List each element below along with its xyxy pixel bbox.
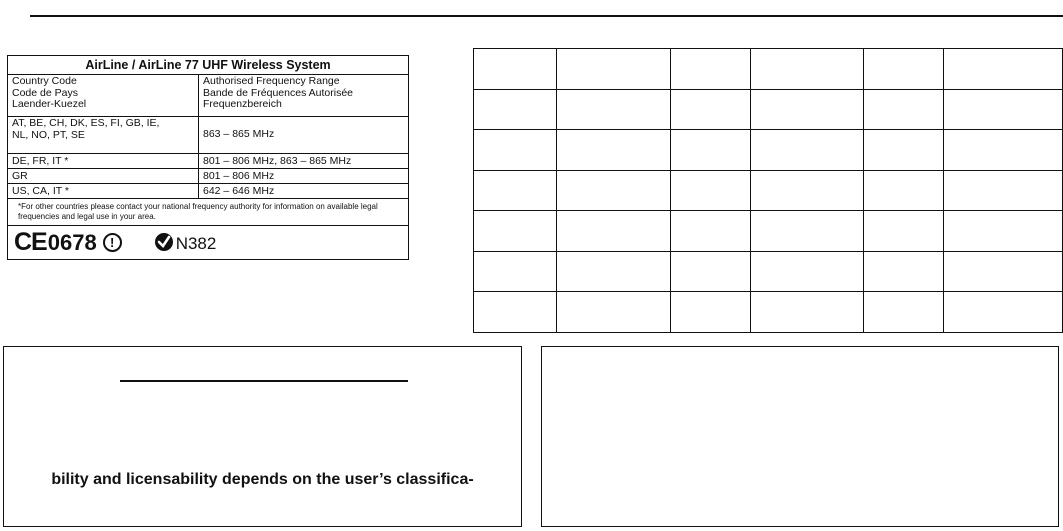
grid-cell: [670, 211, 750, 252]
grid-cell: [474, 49, 557, 90]
grid-cell: [944, 211, 1063, 252]
country-code-label-en: Country Code: [12, 75, 77, 87]
frequency-range-label-fr: Bande de Fréquences Autorisée: [203, 86, 354, 99]
grid-cell: [670, 49, 750, 90]
country-code-label-fr: Code de Pays: [12, 86, 78, 99]
grid-cell: [670, 89, 750, 130]
grid-cell: [556, 49, 670, 90]
grid-row: [474, 251, 1063, 292]
grid-cell: [750, 130, 864, 171]
grid-cell: [750, 89, 864, 130]
grid-cell: [750, 49, 864, 90]
table-row: [8, 169, 408, 184]
grid-cell: [864, 292, 944, 333]
grid-row: [474, 211, 1063, 252]
table-row: [8, 117, 408, 154]
grid-cell: [864, 211, 944, 252]
grid-cell: [750, 292, 864, 333]
grid-cell: [670, 130, 750, 171]
grid-cell: [556, 89, 670, 130]
grid-row: [474, 130, 1063, 171]
notice-text-line: bility and licensability depends on the user’s classifica-: [51, 471, 474, 488]
c-tick-code: N382: [175, 234, 217, 254]
grid-cell: [944, 49, 1063, 90]
country-code-header: [8, 75, 199, 116]
empty-grid-table: [473, 48, 1063, 333]
country-list: DE, FR, IT *: [8, 154, 199, 168]
grid-cell: [864, 170, 944, 211]
country-list: GR: [8, 169, 199, 183]
grid-cell: [750, 170, 864, 211]
grid-cell: [556, 292, 670, 333]
alert-circle-icon: !: [103, 233, 122, 252]
frequency-range: 801 – 806 MHz, 863 – 865 MHz: [203, 155, 352, 167]
grid-cell: [556, 251, 670, 292]
frequency-range-label-en: Authorised Frequency Range: [203, 75, 340, 87]
ce-mark: CE: [14, 227, 47, 256]
notice-box-right: [541, 346, 1059, 527]
country-list-line: NL, NO, PT, SE: [12, 128, 85, 141]
grid-cell: [944, 292, 1063, 333]
grid-cell: [556, 170, 670, 211]
table-row: [8, 154, 408, 169]
notice-box-left: [3, 346, 522, 527]
grid-cell: [864, 49, 944, 90]
footnote: *For other countries please contact your national frequency authority for information on available legal frequencies and legal use in your area.: [8, 199, 408, 226]
grid-cell: [750, 211, 864, 252]
grid-cell: [556, 211, 670, 252]
frequency-range: 642 – 646 MHz: [203, 185, 275, 197]
frequency-range-header: [199, 75, 408, 116]
grid-cell: [474, 89, 557, 130]
table-row: [8, 184, 408, 199]
grid-row: [474, 89, 1063, 130]
grid-cell: [474, 130, 557, 171]
grid-cell: [474, 170, 557, 211]
c-tick-icon: [154, 232, 174, 252]
grid-cell: [944, 170, 1063, 211]
grid-cell: [670, 292, 750, 333]
frequency-table-header: [8, 75, 408, 117]
grid-cell: [474, 251, 557, 292]
certification-marks: [8, 226, 408, 259]
heading-underline: [120, 380, 408, 382]
grid-cell: [864, 89, 944, 130]
country-code-label-de: Laender-Kuezel: [12, 98, 87, 110]
grid-cell: [944, 251, 1063, 292]
grid-cell: [474, 211, 557, 252]
frequency-table-title: AirLine / AirLine 77 UHF Wireless System: [8, 56, 408, 75]
grid-row: [474, 292, 1063, 333]
grid-cell: [750, 251, 864, 292]
frequency-table: [7, 55, 409, 260]
grid-cell: [944, 89, 1063, 130]
top-rule: [30, 15, 1063, 17]
grid-cell: [944, 130, 1063, 171]
grid-cell: [556, 130, 670, 171]
frequency-range-label-de: Frequenzbereich: [203, 98, 282, 110]
grid-cell: [864, 130, 944, 171]
grid-cell: [864, 251, 944, 292]
country-list: US, CA, IT *: [8, 184, 199, 198]
grid-row: [474, 170, 1063, 211]
frequency-range: 863 – 865 MHz: [203, 128, 275, 141]
grid-row: [474, 49, 1063, 90]
grid-cell: [670, 170, 750, 211]
c-tick-mark: [154, 232, 217, 253]
frequency-range: 801 – 806 MHz: [203, 170, 275, 182]
notified-body-number: 0678: [47, 229, 97, 255]
grid-cell: [670, 251, 750, 292]
country-list-line: AT, BE, CH, DK, ES, FI, GB, IE,: [12, 117, 160, 129]
grid-cell: [474, 292, 557, 333]
country-list: [8, 117, 199, 153]
